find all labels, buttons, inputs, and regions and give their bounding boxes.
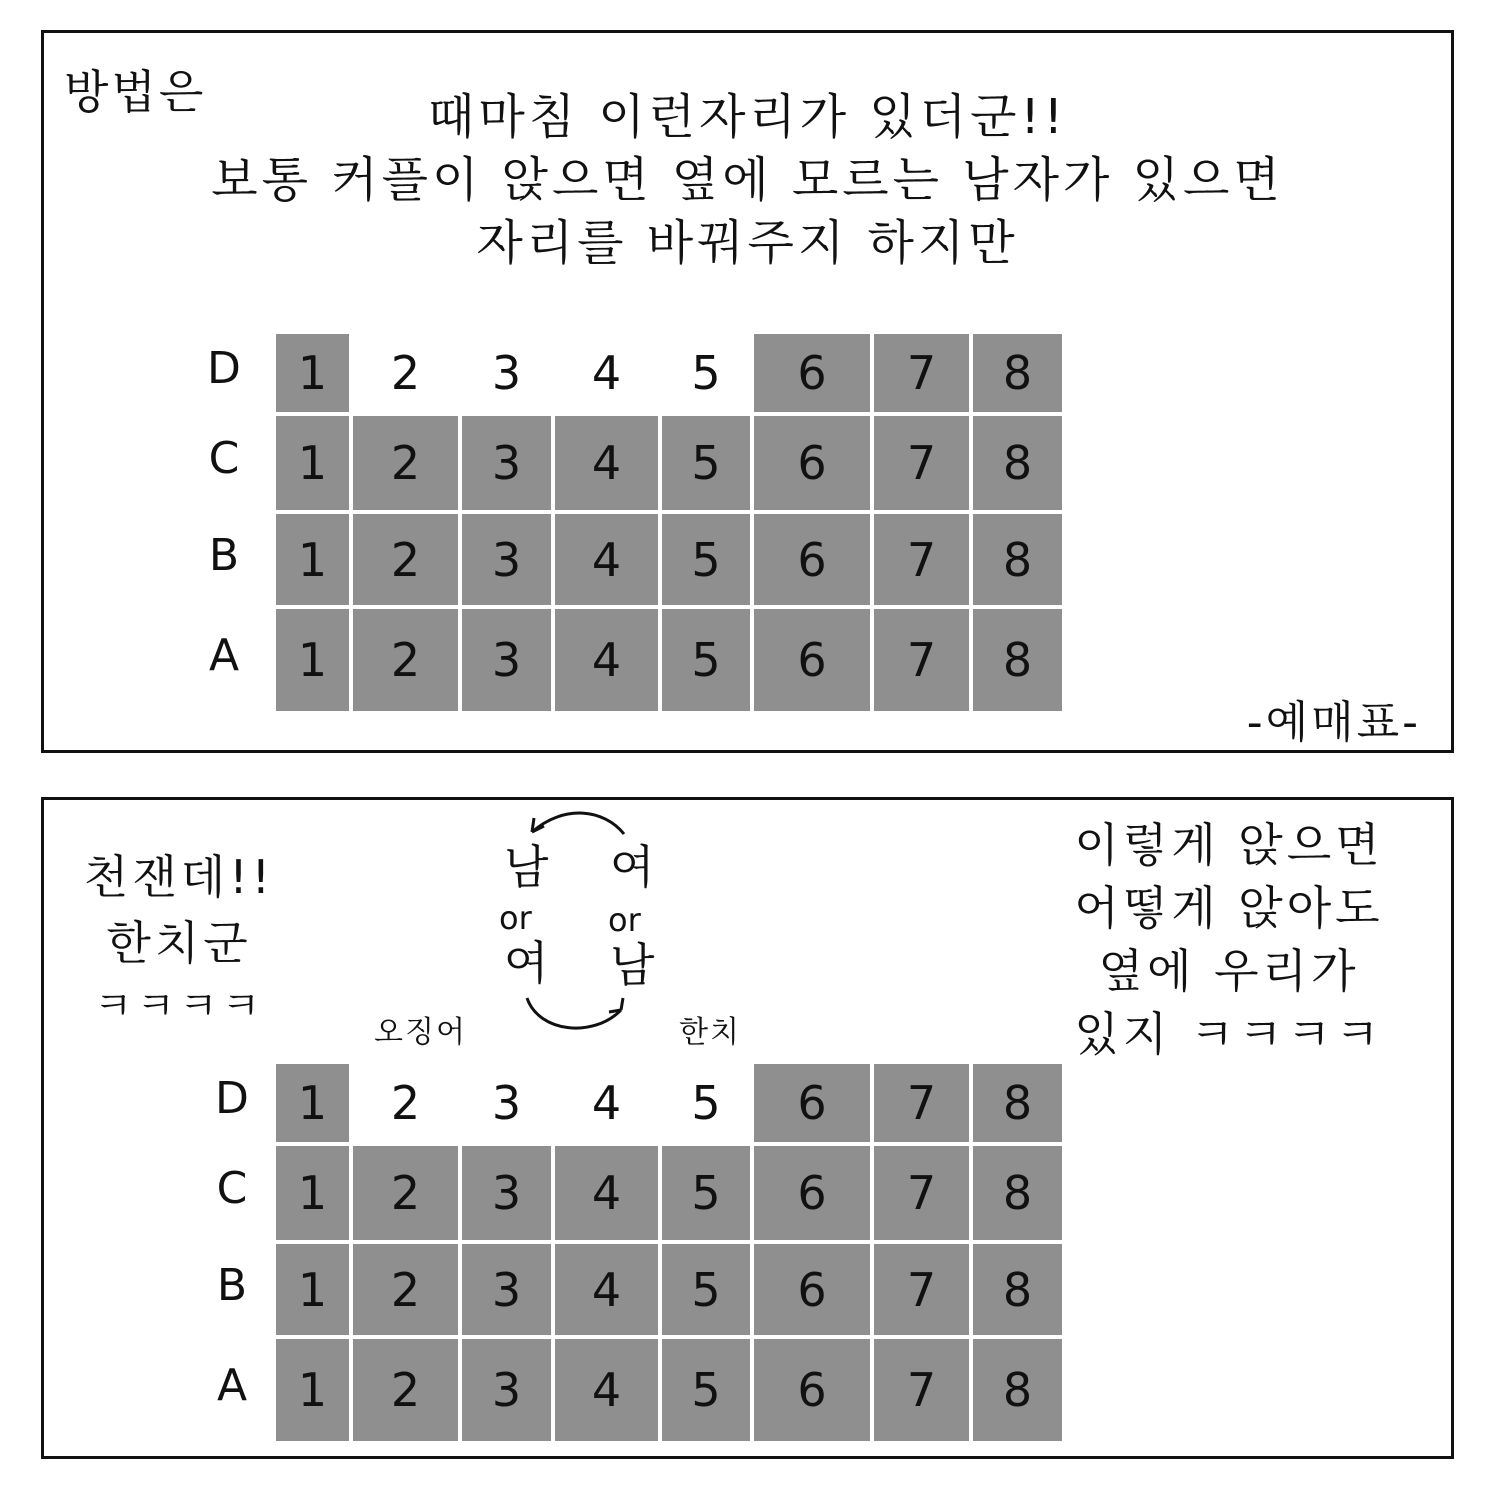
top-seat-a3: 3 — [460, 607, 553, 713]
bottom-seat-d5: 5 — [691, 1076, 721, 1130]
seat-chart-bottom — [44, 800, 1451, 1456]
bottom-seat-c7: 7 — [872, 1144, 971, 1242]
bottom-seat-a5: 5 — [660, 1337, 752, 1443]
top-seat-d7: 7 — [872, 332, 971, 414]
top-seat-a2: 2 — [351, 607, 460, 713]
top-row-label-d: D — [207, 343, 241, 394]
top-row-label-a: A — [208, 630, 240, 681]
bottom-seat-a7: 7 — [872, 1337, 971, 1443]
top-seat-d3: 3 — [491, 346, 522, 400]
bottom-seat-b1: 1 — [274, 1242, 351, 1337]
bottom-seat-b8: 8 — [971, 1242, 1064, 1337]
top-seat-a1: 1 — [274, 607, 351, 713]
top-seat-b6: 6 — [752, 512, 872, 607]
bottom-seat-c5: 5 — [660, 1144, 752, 1242]
bottom-seat-a4: 4 — [553, 1337, 660, 1443]
swap-right-bottom: 남 — [610, 938, 655, 992]
bottom-seat-d7: 7 — [872, 1062, 971, 1144]
bottom-seat-d4: 4 — [591, 1076, 622, 1130]
bottom-seat-d2: 2 — [390, 1076, 421, 1130]
right-text-line-3: 옆에 우리가 — [1098, 944, 1360, 998]
top-row-label-c: C — [208, 433, 240, 484]
swap-left-or: or — [499, 899, 532, 937]
bottom-seat-d3: 3 — [491, 1076, 522, 1130]
bottom-row-label-b: B — [216, 1259, 248, 1311]
caption-line-2: 보통 커플이 앉으면 옆에 모르는 남자가 있으면 — [211, 152, 1284, 208]
bottom-seat-a2: 2 — [351, 1337, 460, 1443]
bottom-seat-d6: 6 — [752, 1062, 872, 1144]
caption-line-1: 때마침 이런자리가 있더군!! — [427, 89, 1068, 145]
right-text-line-2: 어떻게 앉아도 — [1074, 881, 1384, 935]
swap-left-top: 남 — [504, 840, 549, 894]
bottom-seat-d8: 8 — [971, 1062, 1064, 1144]
bottom-seat-b6: 6 — [752, 1242, 872, 1337]
seat-chart-top — [44, 33, 1451, 750]
label-hanchi: 한치 — [679, 1015, 741, 1050]
top-seat-d4: 4 — [591, 346, 622, 400]
bottom-seat-c1: 1 — [274, 1144, 351, 1242]
top-seat-a6: 6 — [752, 607, 872, 713]
top-seat-c6: 6 — [752, 414, 872, 512]
top-seat-c8: 8 — [971, 414, 1064, 512]
left-text-line-3: ㅋㅋㅋㅋ — [93, 983, 265, 1029]
top-seat-d2: 2 — [390, 346, 421, 400]
top-seat-b3: 3 — [460, 512, 553, 607]
left-text-line-1: 천잰데!! — [83, 850, 275, 904]
bottom-row-label-d: D — [215, 1073, 249, 1124]
bottom-seat-c6: 6 — [752, 1144, 872, 1242]
bottom-seat-b7: 7 — [872, 1242, 971, 1337]
top-row-label-b: B — [208, 529, 240, 581]
top-seat-b1: 1 — [274, 512, 351, 607]
corner-text: 방법은 — [64, 65, 207, 119]
bottom-seat-c8: 8 — [971, 1144, 1064, 1242]
bottom-row-label-c: C — [216, 1163, 248, 1214]
bottom-seat-c2: 2 — [351, 1144, 460, 1242]
bottom-seat-a6: 6 — [752, 1337, 872, 1443]
bottom-seat-b5: 5 — [660, 1242, 752, 1337]
label-squid: 오징어 — [374, 1015, 467, 1050]
top-seat-c1: 1 — [274, 414, 351, 512]
bottom-seat-b4: 4 — [553, 1242, 660, 1337]
top-panel — [41, 30, 1454, 753]
bottom-seat-a1: 1 — [274, 1337, 351, 1443]
bottom-seat-d1: 1 — [274, 1062, 351, 1144]
top-seat-a7: 7 — [872, 607, 971, 713]
top-seat-c2: 2 — [351, 414, 460, 512]
bottom-seat-b3: 3 — [460, 1242, 553, 1337]
bottom-seat-c3: 3 — [460, 1144, 553, 1242]
top-seat-d5: 5 — [691, 346, 721, 400]
top-seat-b5: 5 — [660, 512, 752, 607]
right-text-line-1: 이렇게 앉으면 — [1074, 818, 1384, 872]
top-seat-b2: 2 — [351, 512, 460, 607]
ticket-label: -예매표- — [1246, 697, 1421, 748]
swap-left-bottom: 여 — [504, 936, 549, 990]
bottom-row-label-a: A — [216, 1360, 248, 1411]
bottom-seat-b2: 2 — [351, 1242, 460, 1337]
swap-right-top: 여 — [610, 840, 655, 894]
bottom-seat-a3: 3 — [460, 1337, 553, 1443]
bottom-panel — [41, 797, 1454, 1459]
top-seat-d1: 1 — [274, 332, 351, 414]
top-seat-c5: 5 — [660, 414, 752, 512]
swap-right-or: or — [608, 901, 641, 939]
top-seat-c3: 3 — [460, 414, 553, 512]
top-seat-b8: 8 — [971, 512, 1064, 607]
right-text-line-4: 있지 ㅋㅋㅋㅋ — [1074, 1007, 1384, 1061]
top-seat-a8: 8 — [971, 607, 1064, 713]
top-seat-d6: 6 — [752, 332, 872, 414]
caption-line-3: 자리를 바꿔주지 하지만 — [476, 215, 1019, 271]
top-seat-b4: 4 — [553, 512, 660, 607]
top-seat-b7: 7 — [872, 512, 971, 607]
left-text-line-2: 한치군 — [106, 916, 252, 970]
top-seat-c7: 7 — [872, 414, 971, 512]
top-seat-a4: 4 — [553, 607, 660, 713]
top-seat-a5: 5 — [660, 607, 752, 713]
bottom-seat-c4: 4 — [553, 1144, 660, 1242]
bottom-seat-a8: 8 — [971, 1337, 1064, 1443]
top-seat-c4: 4 — [553, 414, 660, 512]
top-seat-d8: 8 — [971, 332, 1064, 414]
